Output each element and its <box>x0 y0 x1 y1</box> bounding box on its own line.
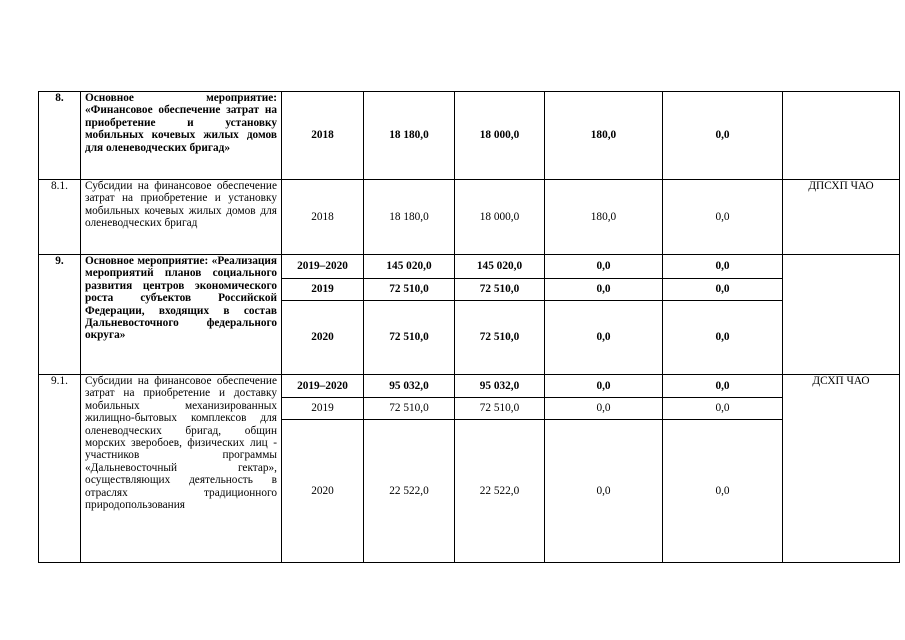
federal-cell: 72 510,0 <box>455 301 545 375</box>
total-cell: 72 510,0 <box>364 398 455 420</box>
year-cell: 2020 <box>282 420 364 563</box>
row-number: 9. <box>39 255 81 375</box>
total-cell: 145 020,0 <box>364 255 455 279</box>
regional-cell: 0,0 <box>545 255 663 279</box>
activity-name: Субсидии на финансовое обеспечение затрат на приобретение и доставку мобильных механизированных жилищно-бытовых комплексов для оленеводческих бригад, общин морских зверобоев, физических лиц - участников программы «Дальневосточный гектар», осуществляющих деятельность в отраслях традиционного природопользования <box>81 375 282 563</box>
regional-cell: 0,0 <box>545 279 663 301</box>
other-cell: 0,0 <box>663 398 783 420</box>
table-row <box>39 92 900 180</box>
federal-cell: 18 000,0 <box>455 180 545 255</box>
total-cell: 72 510,0 <box>364 301 455 375</box>
year-cell: 2019–2020 <box>282 375 364 398</box>
year-cell: 2018 <box>282 180 364 255</box>
executor-cell <box>783 92 900 180</box>
table-row <box>39 375 900 398</box>
year-cell: 2019 <box>282 398 364 420</box>
activity-name: Основное мероприятие: «Финансовое обеспечение затрат на приобретение и установку мобильных кочевых жилых домов для оленеводческих бригад» <box>81 92 282 180</box>
row-number: 8. <box>39 92 81 180</box>
total-cell: 95 032,0 <box>364 375 455 398</box>
regional-cell: 0,0 <box>545 301 663 375</box>
other-cell: 0,0 <box>663 92 783 180</box>
total-cell: 18 180,0 <box>364 180 455 255</box>
total-cell: 22 522,0 <box>364 420 455 563</box>
executor-cell <box>783 255 900 375</box>
activity-name: Субсидии на финансовое обеспечение затрат на приобретение и установку мобильных кочевых жилых домов для оленеводческих бригад <box>81 180 282 255</box>
activity-name: Основное мероприятие: «Реализация мероприятий планов социального развития центров экономического роста субъектов Российской Федерации, входящих в состав Дальневосточного федерального округа» <box>81 255 282 375</box>
regional-cell: 0,0 <box>545 398 663 420</box>
federal-cell: 72 510,0 <box>455 398 545 420</box>
regional-cell: 180,0 <box>545 180 663 255</box>
other-cell: 0,0 <box>663 375 783 398</box>
table-row <box>39 255 900 279</box>
federal-cell: 18 000,0 <box>455 92 545 180</box>
executor-cell: ДПСХП ЧАО <box>783 180 900 255</box>
total-cell: 18 180,0 <box>364 92 455 180</box>
federal-cell: 95 032,0 <box>455 375 545 398</box>
regional-cell: 0,0 <box>545 420 663 563</box>
year-cell: 2020 <box>282 301 364 375</box>
other-cell: 0,0 <box>663 180 783 255</box>
other-cell: 0,0 <box>663 420 783 563</box>
year-cell: 2018 <box>282 92 364 180</box>
executor-cell: ДСХП ЧАО <box>783 375 900 563</box>
federal-cell: 22 522,0 <box>455 420 545 563</box>
other-cell: 0,0 <box>663 301 783 375</box>
federal-cell: 72 510,0 <box>455 279 545 301</box>
year-cell: 2019 <box>282 279 364 301</box>
other-cell: 0,0 <box>663 255 783 279</box>
row-number: 9.1. <box>39 375 81 563</box>
total-cell: 72 510,0 <box>364 279 455 301</box>
row-number: 8.1. <box>39 180 81 255</box>
other-cell: 0,0 <box>663 279 783 301</box>
federal-cell: 145 020,0 <box>455 255 545 279</box>
year-cell: 2019–2020 <box>282 255 364 279</box>
regional-cell: 0,0 <box>545 375 663 398</box>
table-row <box>39 180 900 255</box>
regional-cell: 180,0 <box>545 92 663 180</box>
program-table <box>38 91 900 563</box>
